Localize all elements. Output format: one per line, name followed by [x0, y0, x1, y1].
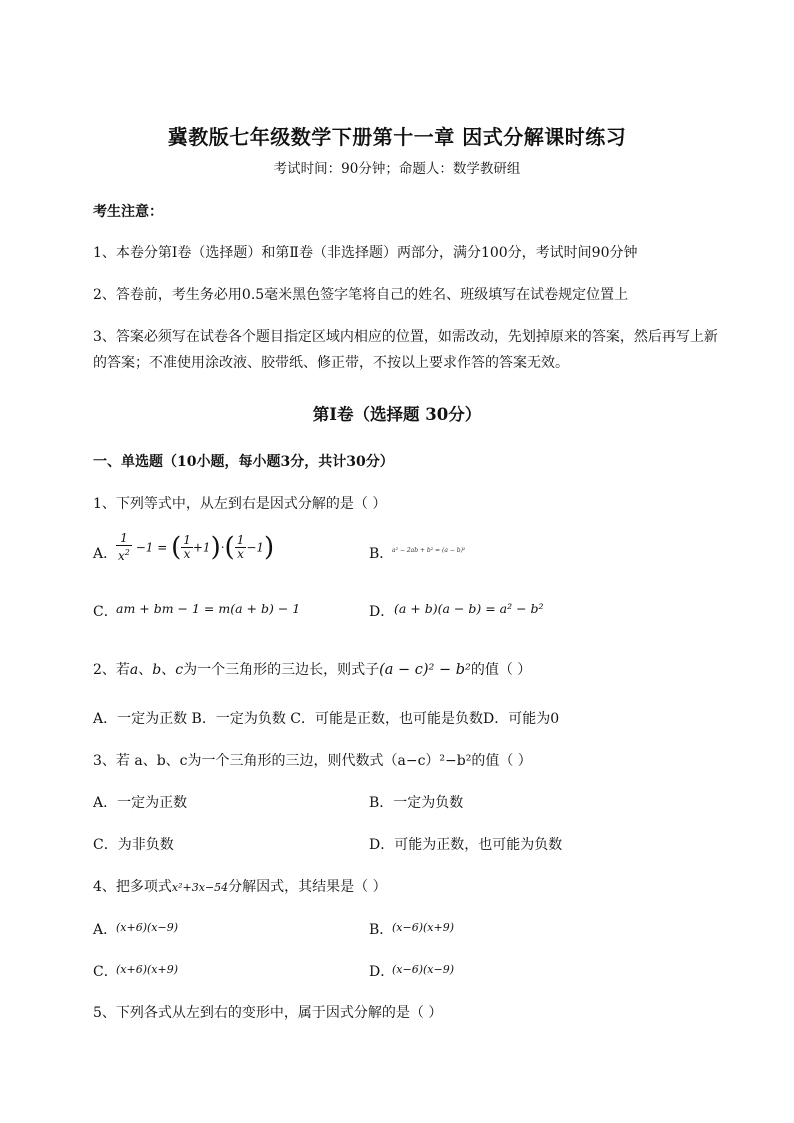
- question-4-prefix: 4、把多项式: [93, 879, 172, 895]
- question-5-stem: 5、下列各式从左到右的变形中，属于因式分解的是（ ）: [93, 1005, 443, 1021]
- question-3-option-c: C．为非负数: [93, 837, 174, 853]
- question-4-option-c-label: C．: [93, 964, 118, 980]
- question-4-option-b-label: B．: [369, 922, 394, 938]
- notice-item-3-line-1: 3、答案必须写在试卷各个题目指定区域内相应的位置，如需改动，先划掉原来的答案，然后再写上新: [93, 329, 718, 345]
- question-2-options: A．一定为正数 B．一定为负数 C．可能是正数，也可能是负数D．可能为0: [93, 711, 560, 727]
- part-heading: 一、单选题（10小题，每小题3分，共计30分）: [93, 454, 394, 470]
- fraction-1-over-x-second: $\frac{1}{x}$: [236, 533, 245, 561]
- question-4-option-d-formula: (x−6)(x−9): [392, 963, 455, 976]
- question-4-option-b-formula: (x−6)(x+9): [392, 921, 455, 934]
- exam-info: 考试时间：90分钟；命题人：数学教研组: [273, 161, 521, 177]
- question-1-option-c-label: C．: [93, 604, 118, 620]
- fraction-1-over-x-squared: $\frac{1}{x^2}$: [118, 531, 130, 563]
- question-3-option-b: B．一定为负数: [369, 795, 464, 811]
- separator: 、: [138, 662, 153, 678]
- question-4-option-a-formula: (x+6)(x−9): [116, 921, 179, 934]
- question-4-option-a-label: A．: [93, 922, 118, 938]
- separator: 、: [161, 662, 176, 678]
- fraction-1-over-x: $\frac{1}{x}$: [183, 533, 191, 561]
- variable-c: c: [175, 662, 184, 678]
- question-2-prefix: 2、若: [93, 662, 130, 678]
- question-2-middle: 为一个三角形的三边长，则式子: [183, 662, 380, 678]
- question-1-option-b-label: B．: [369, 546, 394, 562]
- page-title: 冀教版七年级数学下册第十一章 因式分解课时练习: [167, 125, 627, 149]
- question-4-suffix: 分解因式，其结果是（ ）: [228, 879, 387, 895]
- question-4-option-d-label: D．: [369, 964, 395, 980]
- question-4-stem: [93, 876, 387, 896]
- question-2-stem: [93, 659, 531, 679]
- section-title: 第I卷（选择题 30分）: [312, 405, 482, 424]
- question-1-option-c-formula: am + bm − 1 = m(a + b) − 1: [116, 601, 301, 616]
- question-2-suffix: 的值（ ）: [470, 662, 532, 678]
- question-1-option-d-formula: (a + b)(a − b) = a² − b²: [394, 601, 544, 616]
- question-3-option-a: A．一定为正数: [93, 795, 188, 811]
- notice-item-1: 1、本卷分第I卷（选择题）和第Ⅱ卷（非选择题）两部分，满分100分，考试时间90分钟: [93, 245, 638, 261]
- question-3-option-d: D．可能为正数，也可能为负数: [369, 837, 563, 853]
- question-1-option-b-formula: a² − 2ab + b² = (a − b)²: [392, 547, 466, 554]
- question-2-expression: (a − c)² − b²: [379, 662, 471, 678]
- question-4-option-c-formula: (x+6)(x+9): [116, 963, 179, 976]
- question-1-option-a-formula: $\frac{1}{x^2}$ −1 = ( $\frac{1}{x}$ +1)·( $\frac{1}{x}$ −1): [118, 531, 275, 563]
- variable-a: a: [129, 662, 139, 678]
- notice-item-3-line-2: 的答案；不准使用涂改液、胶带纸、修正带，不按以上要求作答的答案无效。: [93, 355, 569, 371]
- question-4-expression: x²+3x−54: [171, 881, 229, 894]
- notice-item-2: 2、答卷前，考生务必用0.5毫米黑色签字笔将自己的姓名、班级填写在试卷规定位置上: [93, 287, 629, 303]
- notice-heading: 考生注意：: [93, 204, 163, 220]
- question-1-stem: 1、下列等式中，从左到右是因式分解的是（ ）: [93, 496, 387, 512]
- variable-b: b: [152, 662, 162, 678]
- question-1-option-d-label: D．: [369, 604, 395, 620]
- question-1-option-a-label: A．: [93, 546, 118, 562]
- question-3-stem: 3、若 a、b、c为一个三角形的三边，则代数式（a−c）²−b²的值（ ）: [93, 753, 532, 769]
